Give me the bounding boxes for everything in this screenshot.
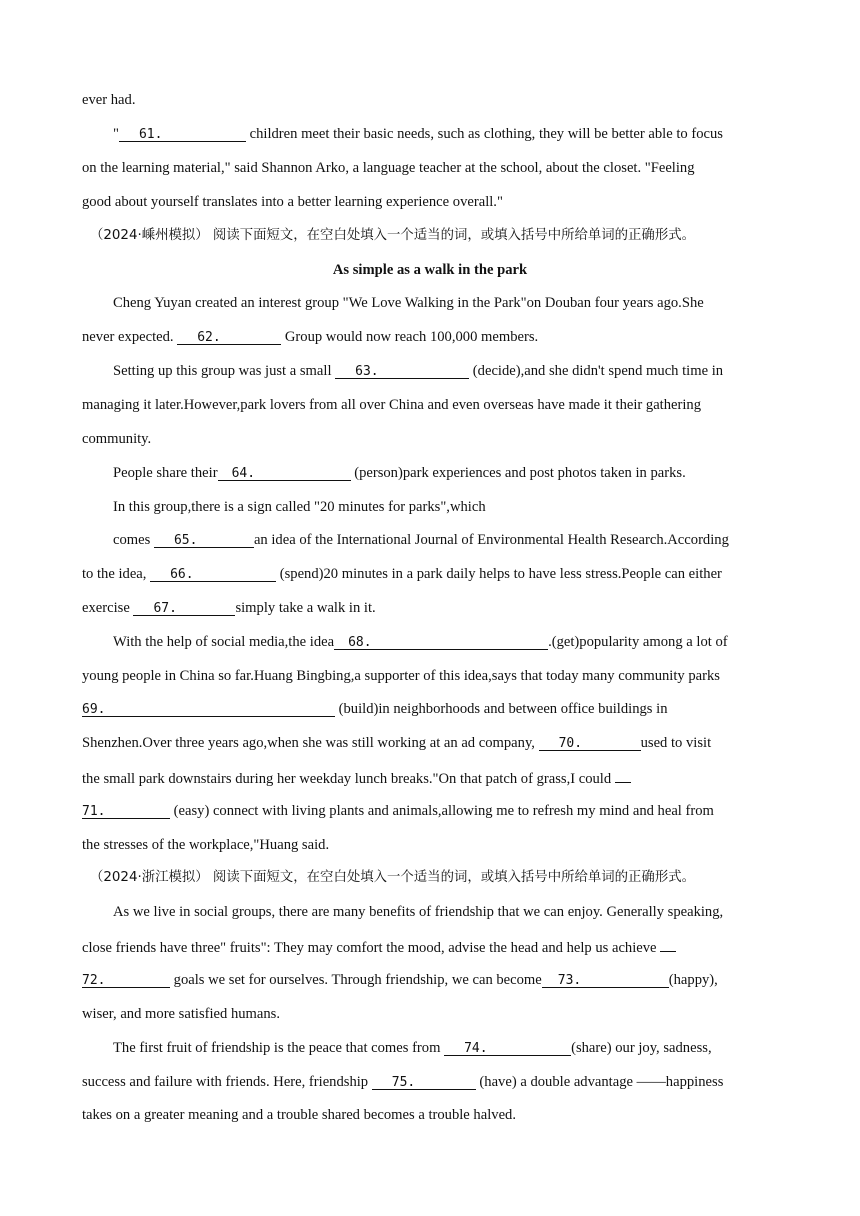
text-line: success and failure with friends. Here, friendship 75. (have) a double advantage ——happiness [82,1074,724,1090]
text-line: wiser, and more satisfied humans. [82,1006,281,1022]
text-line: ever had. [82,92,136,108]
blank-61[interactable]: 61. [119,127,246,142]
blank-68[interactable]: 68. [334,635,548,650]
blank-74[interactable]: 74. [444,1041,571,1056]
text-line: With the help of social media,the idea 68. .(get)popularity among a lot of [113,634,728,650]
text-line: takes on a greater meaning and a trouble shared becomes a trouble halved. [82,1107,516,1123]
text-line: exercise 67. simply take a walk in it. [82,600,376,616]
blank-71[interactable]: 71. [82,804,170,819]
text-line: Setting up this group was just a small 63. (decide),and she didn't spend much time in [113,363,724,379]
blank-continuation [660,936,676,952]
text-line: 71. (easy) connect with living plants and animals,allowing me to refresh my mind and heal from [82,803,714,819]
text-line: comes 65. an idea of the International Journal of Environmental Health Research.According [113,532,729,548]
blank-73[interactable]: 73. [542,973,669,988]
text-line: the small park downstairs during her weekday lunch breaks."On that patch of grass,I could [82,767,780,789]
text-line: to the idea, 66. (spend)20 minutes in a park daily helps to have less stress.People can either [82,566,722,582]
text-line: managing it later.However,park lovers from all over China and even overseas have made it their gathering [82,397,702,413]
text-line: Cheng Yuyan created an interest group "We Love Walking in the Park"on Douban four years ago.She [113,295,704,311]
text-line: young people in China so far.Huang Bingbing,a supporter of this idea,says that today many community parks [82,668,720,684]
text-line: The first fruit of friendship is the peace that comes from 74. (share) our joy, sadness, [113,1040,712,1056]
blank-72[interactable]: 72. [82,973,170,988]
text-line: never expected. 62. Group would now reach 100,000 members. [82,329,539,345]
blank-continuation [615,767,631,783]
source-instruction: （2024·浙江模拟） 阅读下面短文，在空白处填入一个适当的词，或填入括号中所给单词的正确形式。 [90,870,695,885]
blank-69[interactable]: 69. [82,702,335,717]
blank-70[interactable]: 70. [539,736,641,751]
text-line: 69. (build)in neighborhoods and between office buildings in [82,701,668,717]
text-line: People share their 64. (person)park experiences and post photos taken in parks. [113,465,686,481]
blank-62[interactable]: 62. [177,330,281,345]
text-line: 72. goals we set for ourselves. Through friendship, we can become 73. (happy), [82,972,718,988]
blank-63[interactable]: 63. [335,364,469,379]
blank-65[interactable]: 65. [154,533,254,548]
text-line: good about yourself translates into a better learning experience overall." [82,194,503,210]
text-line: the stresses of the workplace,"Huang said. [82,837,330,853]
blank-75[interactable]: 75. [372,1075,476,1090]
blank-64[interactable]: 64. [218,466,351,481]
text-line: As we live in social groups, there are many benefits of friendship that we can enjoy. Generally speaking, [113,904,724,920]
text-line: on the learning material," said Shannon Arko, a language teacher at the school, about the closet. "Feeling [82,160,695,176]
text-line: close friends have three" fruits": They may comfort the mood, advise the head and help us achieve [82,936,780,958]
passage-title: As simple as a walk in the park [332,262,528,278]
text-line: community. [82,431,152,447]
text-line: Shenzhen.Over three years ago,when she was still working at an ad company, 70. used to visit [82,735,712,751]
blank-67[interactable]: 67. [133,601,235,616]
text-line: " 61. children meet their basic needs, such as clothing, they will be better able to focus [113,126,723,142]
text-line: In this group,there is a sign called "20 minutes for parks",which [113,499,486,515]
blank-66[interactable]: 66. [150,567,276,582]
source-instruction: （2024·嵊州模拟） 阅读下面短文，在空白处填入一个适当的词，或填入括号中所给单词的正确形式。 [90,228,695,243]
